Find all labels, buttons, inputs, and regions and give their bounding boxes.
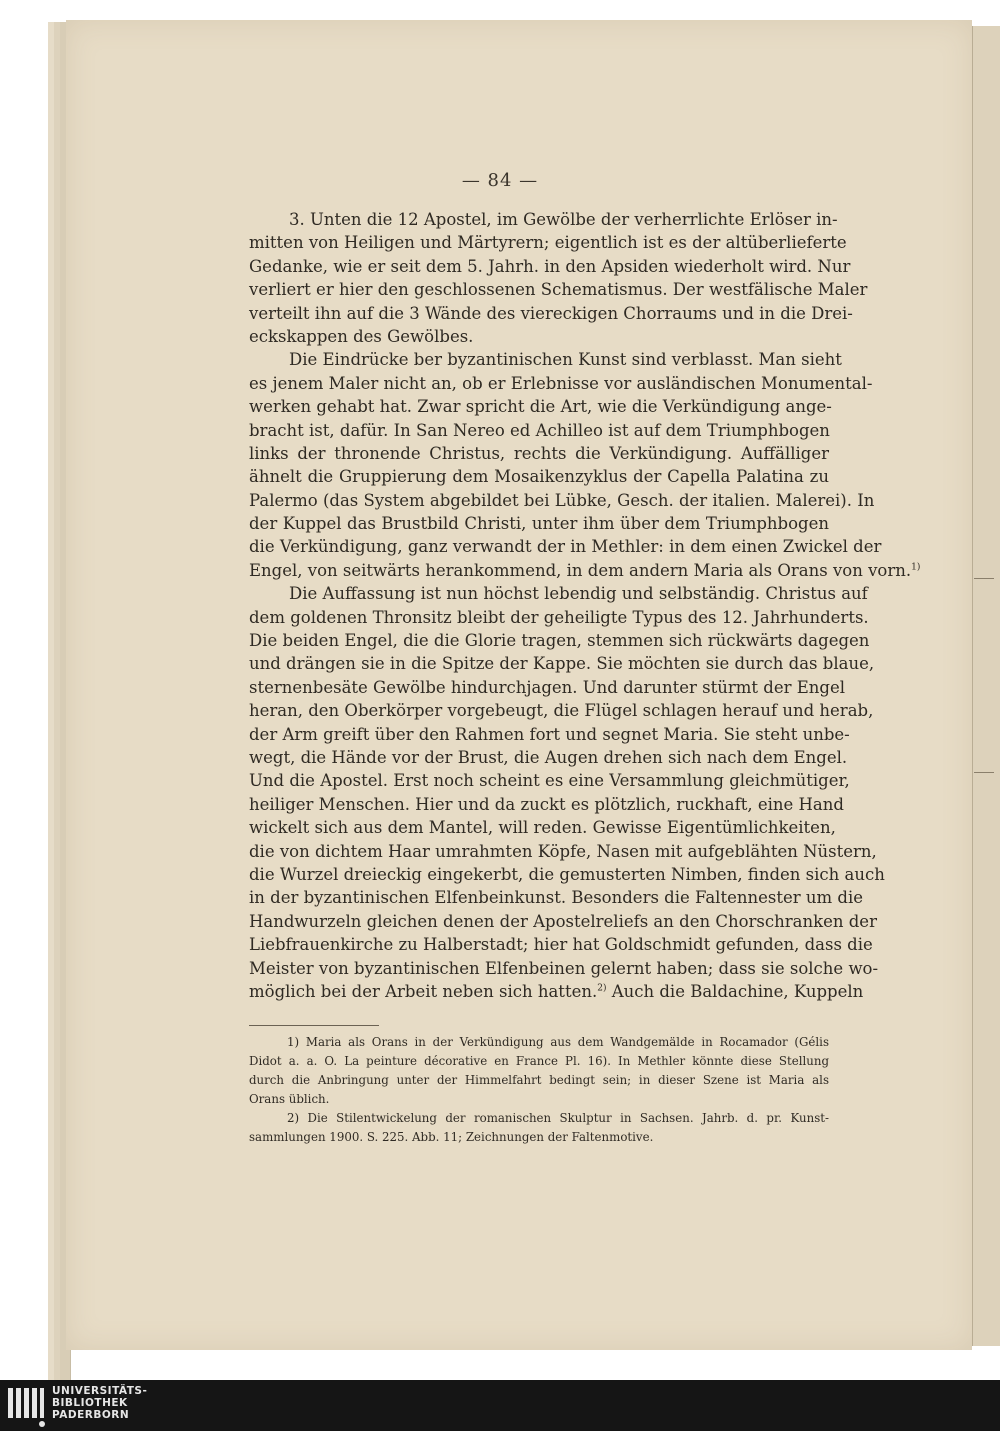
- text-line: Die beiden Engel, die die Glorie tragen, stemmen sich rückwärts dagegen: [249, 631, 870, 651]
- library-name-line: BIBLIOTHEK: [52, 1397, 128, 1409]
- text-line: wickelt sich aus dem Mantel, will reden. Gewisse Eigentümlichkeiten,: [249, 818, 836, 838]
- text-line: es jenem Maler nicht an, ob er Erlebnisse vor ausländischen Monumental-: [249, 373, 873, 393]
- text-line: Handwurzeln gleichen denen der Apostelreliefs an den Chorschranken der: [249, 911, 877, 931]
- footnotes: [249, 1033, 829, 1147]
- text-line: die Wurzel dreieckig eingekerbt, die gemusterten Nimben, finden sich auch: [249, 864, 885, 884]
- text-line: eckskappen des Gewölbes.: [249, 326, 474, 346]
- text-line: verteilt ihn auf die 3 Wände des viereckigen Chorraums und in die Drei-: [249, 303, 853, 323]
- footnote-line: 2) Die Stilentwickelung der romanischen Skulptur in Sachsen. Jahrb. d. pr. Kunst-: [287, 1111, 829, 1125]
- text-line: Liebfrauenkirche zu Halberstadt; hier hat Goldschmidt gefunden, dass die: [249, 935, 873, 955]
- footnote-mark: 2): [597, 983, 607, 994]
- page-number: — 84 —: [461, 170, 539, 191]
- text-line: Die Auffassung ist nun höchst lebendig und selbständig. Christus auf: [289, 584, 868, 604]
- edge-mark: [974, 772, 994, 773]
- text-line: dem goldenen Thronsitz bleibt der geheiligte Typus des 12. Jahrhunderts.: [249, 607, 869, 627]
- footnote-mark: 1): [911, 562, 921, 573]
- text-line: der Kuppel das Brustbild Christi, unter ihm über dem Triumphbogen: [249, 514, 829, 534]
- footnote-line: sammlungen 1900. S. 225. Abb. 11; Zeichnungen der Faltenmotive.: [249, 1130, 654, 1144]
- text-line: Meister von byzantinischen Elfenbeinen gelernt haben; dass sie solche wo-: [249, 958, 879, 978]
- main-text: [249, 208, 921, 1003]
- library-name: [52, 1385, 147, 1421]
- footnote-line: Didot a. a. O. La peinture décorative en France Pl. 16). In Methler könnte diese Stellung: [249, 1054, 829, 1068]
- library-name-line: PADERBORN: [52, 1409, 130, 1421]
- library-logo-icon: [6, 1384, 46, 1428]
- next-page-edge: [972, 26, 1000, 1346]
- footnote-divider: [249, 1025, 379, 1026]
- text-line: wegt, die Hände vor der Brust, die Augen drehen sich nach dem Engel.: [249, 747, 848, 767]
- text-line: Palermo (das System abgebildet bei Lübke, Gesch. der italien. Malerei). In: [249, 490, 875, 510]
- text-line: heran, den Oberkörper vorgebeugt, die Flügel schlagen herauf und herab,: [249, 701, 874, 721]
- text-line: mitten von Heiligen und Märtyrern; eigentlich ist es der altüberlieferte: [249, 233, 847, 253]
- footnote-line: 1) Maria als Orans in der Verkündigung aus dem Wandgemälde in Rocamador (Gélis: [287, 1035, 829, 1049]
- text-line-content: Engel, von seitwärts herankommend, in dem andern Maria als Orans von vorn.: [249, 560, 912, 580]
- text-line: in der byzantinischen Elfenbeinkunst. Besonders die Faltennester um die: [249, 888, 863, 908]
- library-footer: [0, 1380, 1000, 1431]
- text-line: Die Eindrücke ber byzantinischen Kunst sind verblasst. Man sieht: [289, 350, 842, 370]
- text-line: sternenbesäte Gewölbe hindurchjagen. Und darunter stürmt der Engel: [249, 677, 846, 697]
- text-line: links der thronende Christus, rechts die Verkündigung. Auffälliger: [249, 443, 829, 463]
- text-line: Gedanke, wie er seit dem 5. Jahrh. in den Apsiden wiederholt wird. Nur: [249, 256, 851, 276]
- text-line: bracht ist, dafür. In San Nereo ed Achilleo ist auf dem Triumphbogen: [249, 420, 830, 440]
- text-line-content: Auch die Baldachine, Kuppeln: [611, 981, 864, 1001]
- text-line: verliert er hier den geschlossenen Schematismus. Der westfälische Maler: [249, 280, 868, 300]
- text-line-content: möglich bei der Arbeit neben sich hatten.: [249, 981, 598, 1001]
- text-line: [249, 559, 921, 582]
- text-line: und drängen sie in die Spitze der Kappe. Sie möchten sie durch das blaue,: [249, 654, 875, 674]
- library-name-line: UNIVERSITÄTS-: [52, 1385, 148, 1397]
- text-line: der Arm greift über den Rahmen fort und segnet Maria. Sie steht unbe-: [249, 724, 850, 744]
- text-line: werken gehabt hat. Zwar spricht die Art, wie die Verkündigung ange-: [249, 397, 832, 417]
- edge-mark: [974, 578, 994, 579]
- text-line: ähnelt die Gruppierung dem Mosaikenzyklus der Capella Palatina zu: [249, 467, 829, 487]
- text-line: heiliger Menschen. Hier und da zuckt es plötzlich, ruckhaft, eine Hand: [249, 794, 844, 814]
- footnote-line: durch die Anbringung unter der Himmelfahrt bedingt sein; in dieser Szene ist Maria als: [249, 1073, 829, 1087]
- text-line: die von dichtem Haar umrahmten Köpfe, Nasen mit aufgeblähten Nüstern,: [249, 841, 877, 861]
- text-line: [249, 980, 864, 1003]
- text-line: 3. Unten die 12 Apostel, im Gewölbe der verherrlichte Erlöser in-: [289, 210, 838, 229]
- text-line: die Verkündigung, ganz verwandt der in Methler: in dem einen Zwickel der: [249, 537, 882, 557]
- footnote-line: Orans üblich.: [249, 1092, 330, 1106]
- text-line: Und die Apostel. Erst noch scheint es eine Versammlung gleichmütiger,: [249, 771, 850, 791]
